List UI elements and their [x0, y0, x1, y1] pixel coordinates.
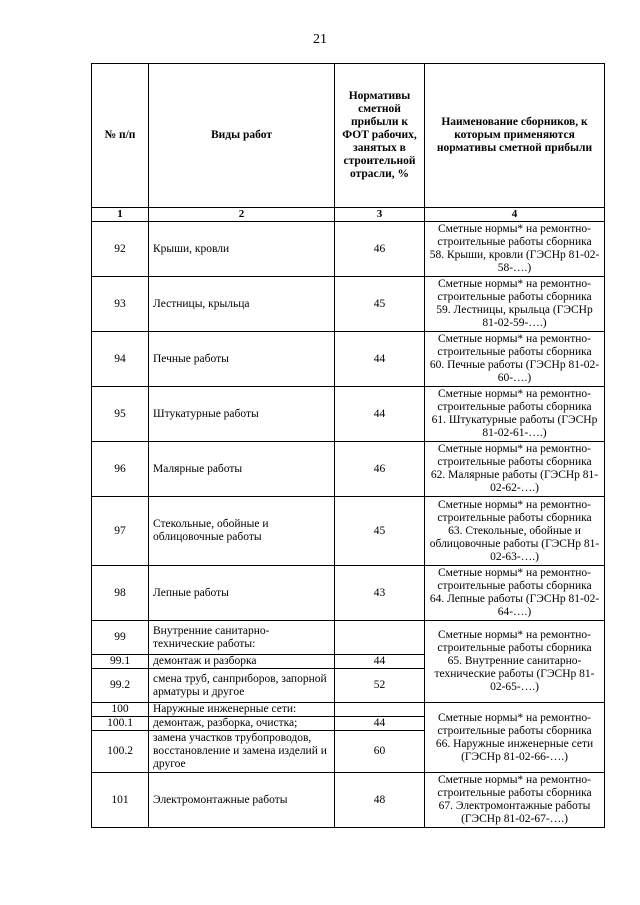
row-num: 99 — [92, 621, 149, 655]
row-norm: 48 — [335, 773, 425, 828]
row-work: демонтаж, разборка, очистка; — [149, 717, 335, 731]
column-number: 2 — [149, 208, 335, 222]
table-row — [92, 277, 605, 332]
row-work: Малярные работы — [149, 442, 335, 497]
row-num: 97 — [92, 497, 149, 566]
column-number: 1 — [92, 208, 149, 222]
row-work: Крыши, кровли — [149, 222, 335, 277]
table-row — [92, 332, 605, 387]
table-row — [92, 442, 605, 497]
row-norm: 44 — [335, 332, 425, 387]
header-norm: Нормативы сметной прибыли к ФОТ рабочих, занятых в строительной отрасли, % — [335, 64, 425, 208]
row-norm: 60 — [335, 731, 425, 773]
table-row — [92, 387, 605, 442]
table-row — [92, 621, 605, 655]
row-collection: Сметные нормы* на ремонтно-строительные работы сборника 58. Крыши, кровли (ГЭСНр 81-02-58-….) — [425, 222, 605, 277]
column-number: 3 — [335, 208, 425, 222]
row-work: демонтаж и разборка — [149, 655, 335, 669]
row-collection: Сметные нормы* на ремонтно-строительные работы сборника 66. Наружные инженерные сети (ГЭСНр 81-02-66-….) — [425, 703, 605, 773]
row-collection: Сметные нормы* на ремонтно-строительные работы сборника 63. Стекольные, обойные и облицовочные работы (ГЭСНр 81-02-63-….) — [425, 497, 605, 566]
row-norm: 44 — [335, 387, 425, 442]
row-norm: 45 — [335, 497, 425, 566]
row-norm: 46 — [335, 222, 425, 277]
row-norm: 44 — [335, 717, 425, 731]
row-work: Штукатурные работы — [149, 387, 335, 442]
row-work: Печные работы — [149, 332, 335, 387]
column-number: 4 — [425, 208, 605, 222]
header-collection: Наименование сборников, к которым применяются нормативы сметной прибыли — [425, 64, 605, 208]
row-norm — [335, 703, 425, 717]
row-norm: 44 — [335, 655, 425, 669]
row-collection: Сметные нормы* на ремонтно-строительные работы сборника 60. Печные работы (ГЭСНр 81-02-60-….) — [425, 332, 605, 387]
table-header-row — [92, 64, 605, 208]
row-collection: Сметные нормы* на ремонтно-строительные работы сборника 59. Лестницы, крыльца (ГЭСНр 81-02-59-….) — [425, 277, 605, 332]
row-num: 99.1 — [92, 655, 149, 669]
row-num: 93 — [92, 277, 149, 332]
header-num: № п/п — [92, 64, 149, 208]
row-work: Лепные работы — [149, 566, 335, 621]
table-row — [92, 497, 605, 566]
row-num: 95 — [92, 387, 149, 442]
row-norm: 43 — [335, 566, 425, 621]
row-norm — [335, 621, 425, 655]
row-norm: 45 — [335, 277, 425, 332]
row-work: Электромонтажные работы — [149, 773, 335, 828]
column-number-row — [92, 208, 605, 222]
row-work: Лестницы, крыльца — [149, 277, 335, 332]
profit-norms-table — [91, 63, 605, 828]
row-norm: 46 — [335, 442, 425, 497]
row-num: 99.2 — [92, 669, 149, 703]
row-work: замена участков трубопроводов, восстановление и замена изделий и другое — [149, 731, 335, 773]
row-num: 98 — [92, 566, 149, 621]
row-num: 94 — [92, 332, 149, 387]
row-num: 100.2 — [92, 731, 149, 773]
row-work: Наружные инженерные сети: — [149, 703, 335, 717]
row-collection: Сметные нормы* на ремонтно-строительные работы сборника 61. Штукатурные работы (ГЭСНр 81-02-61-….) — [425, 387, 605, 442]
row-collection: Сметные нормы* на ремонтно-строительные работы сборника 67. Электромонтажные работы (ГЭСНр 81-02-67-….) — [425, 773, 605, 828]
header-work: Виды работ — [149, 64, 335, 208]
row-collection: Сметные нормы* на ремонтно-строительные работы сборника 62. Малярные работы (ГЭСНр 81-02-62-….) — [425, 442, 605, 497]
row-num: 101 — [92, 773, 149, 828]
row-num: 100.1 — [92, 717, 149, 731]
row-num: 92 — [92, 222, 149, 277]
row-work: смена труб, санприборов, запорной арматуры и другое — [149, 669, 335, 703]
table-row — [92, 566, 605, 621]
row-collection: Сметные нормы* на ремонтно-строительные работы сборника 64. Лепные работы (ГЭСНр 81-02-64-….) — [425, 566, 605, 621]
row-num: 100 — [92, 703, 149, 717]
table-row — [92, 773, 605, 828]
row-work: Стекольные, обойные и облицовочные работы — [149, 497, 335, 566]
row-norm: 52 — [335, 669, 425, 703]
row-num: 96 — [92, 442, 149, 497]
row-work: Внутренние санитарно-технические работы: — [149, 621, 335, 655]
page-number: 21 — [313, 32, 327, 47]
table-row — [92, 222, 605, 277]
row-collection: Сметные нормы* на ремонтно-строительные работы сборника 65. Внутренние санитарно-технические работы (ГЭСНр 81-02-65-….) — [425, 621, 605, 703]
table-row — [92, 703, 605, 717]
